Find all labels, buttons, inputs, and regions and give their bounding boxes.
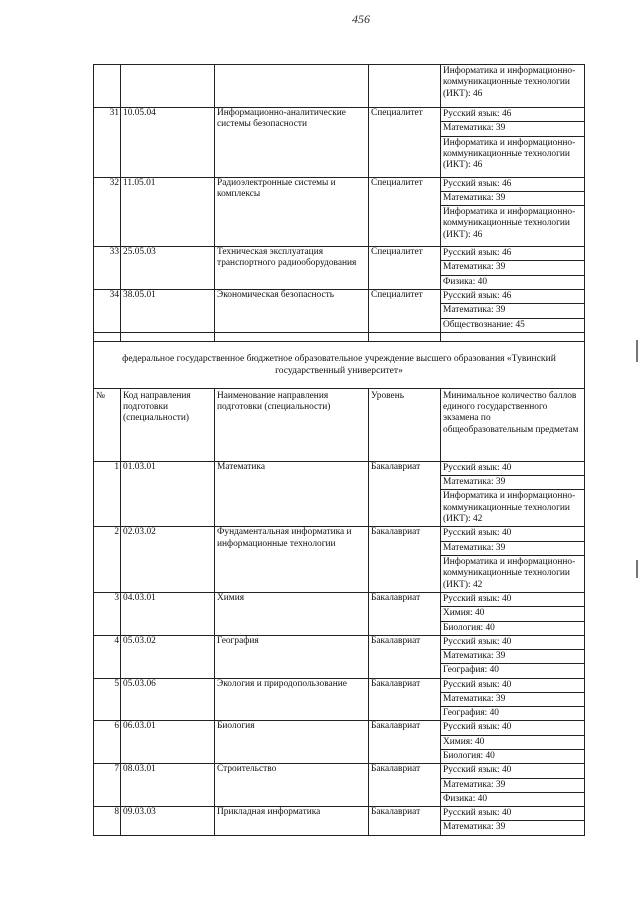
program-code: 02.03.02: [121, 527, 215, 593]
subject-min-score: Биология: 40: [441, 621, 585, 635]
program-code: 01.03.01: [121, 461, 215, 527]
margin-mark: [636, 340, 638, 362]
program-level: Специалитет: [369, 289, 441, 332]
program-name: Химия: [215, 592, 369, 635]
program-name: Информационно-аналитические системы безопасности: [215, 108, 369, 178]
program-code: 11.05.01: [121, 177, 215, 247]
program-level: Бакалавриат: [369, 527, 441, 593]
subject-min-score: Русский язык: 40: [441, 807, 585, 821]
header-code: Код направления подготовки (специальности): [121, 388, 215, 461]
subject-min-score: Русский язык: 40: [441, 764, 585, 778]
subject-min-score: Математика: 39: [441, 191, 585, 205]
spacer-row: [94, 332, 585, 341]
subject-min-score: Математика: 39: [441, 821, 585, 835]
row-number: 4: [94, 635, 121, 678]
subject-min-score: Физика: 40: [441, 275, 585, 289]
section-row: [94, 341, 585, 388]
table-row: [94, 527, 585, 541]
subject-min-score: Химия: 40: [441, 735, 585, 749]
program-level: Специалитет: [369, 177, 441, 247]
header-num: №: [94, 388, 121, 461]
table-row: [94, 635, 585, 649]
table-row: [94, 678, 585, 692]
program-code: 10.05.04: [121, 108, 215, 178]
subject-min-score: Русский язык: 46: [441, 177, 585, 191]
subject-min-score: Биология: 40: [441, 750, 585, 764]
subject-min-score: Русский язык: 46: [441, 247, 585, 261]
program-level: Бакалавриат: [369, 721, 441, 764]
row-number: 31: [94, 108, 121, 178]
program-level: Бакалавриат: [369, 461, 441, 527]
program-name: [215, 65, 369, 108]
row-number: 7: [94, 764, 121, 807]
subject-min-score: Математика: 39: [441, 541, 585, 555]
empty-cell: [215, 332, 369, 341]
program-name: Математика: [215, 461, 369, 527]
row-number: 2: [94, 527, 121, 593]
subject-min-score: Информатика и информационно-коммуникационные технологии (ИКТ): 42: [441, 490, 585, 527]
row-number: 5: [94, 678, 121, 721]
margin-mark: [636, 560, 638, 578]
program-name: Техническая эксплуатация транспортного радиооборудования: [215, 247, 369, 290]
subject-min-score: Математика: 39: [441, 304, 585, 318]
subject-min-score: Математика: 39: [441, 778, 585, 792]
subject-min-score: Обществознание: 45: [441, 318, 585, 332]
header-level: Уровень: [369, 388, 441, 461]
program-name: Экология и природопользование: [215, 678, 369, 721]
subject-min-score: Русский язык: 40: [441, 635, 585, 649]
subject-min-score: Русский язык: 40: [441, 592, 585, 606]
table-row: [94, 65, 585, 108]
subject-min-score: Русский язык: 40: [441, 678, 585, 692]
row-number: 34: [94, 289, 121, 332]
subject-min-score: Русский язык: 46: [441, 289, 585, 303]
subject-min-score: Информатика и информационно-коммуникационные технологии (ИКТ): 46: [441, 206, 585, 247]
subject-min-score: Математика: 39: [441, 650, 585, 664]
program-code: 08.03.01: [121, 764, 215, 807]
empty-cell: [121, 332, 215, 341]
program-code: 05.03.06: [121, 678, 215, 721]
table-header: [94, 388, 585, 461]
row-number: 33: [94, 247, 121, 290]
program-name: Биология: [215, 721, 369, 764]
program-level: Специалитет: [369, 108, 441, 178]
subject-min-score: Русский язык: 40: [441, 461, 585, 475]
program-code: 06.03.01: [121, 721, 215, 764]
row-number: [94, 65, 121, 108]
program-name: География: [215, 635, 369, 678]
program-name: Радиоэлектронные системы и комплексы: [215, 177, 369, 247]
subject-min-score: Математика: 39: [441, 261, 585, 275]
program-level: Бакалавриат: [369, 807, 441, 836]
table-row: [94, 592, 585, 606]
program-level: Бакалавриат: [369, 678, 441, 721]
row-number: 8: [94, 807, 121, 836]
row-number: 1: [94, 461, 121, 527]
table-row: [94, 247, 585, 261]
page-number: 456: [352, 12, 370, 26]
program-name: Прикладная информатика: [215, 807, 369, 836]
empty-cell: [369, 332, 441, 341]
program-code: 09.03.03: [121, 807, 215, 836]
empty-cell: [94, 332, 121, 341]
subject-min-score: Русский язык: 46: [441, 108, 585, 122]
program-code: 04.03.01: [121, 592, 215, 635]
subject-min-score: Информатика и информационно-коммуникационные технологии (ИКТ): 42: [441, 555, 585, 592]
program-name: Строительство: [215, 764, 369, 807]
program-code: 05.03.02: [121, 635, 215, 678]
table-row: [94, 764, 585, 778]
header-min: Минимальное количество баллов единого государственного экзамена по общеобразовательным предметам: [441, 388, 585, 461]
program-name: Фундаментальная информатика и информационные технологии: [215, 527, 369, 593]
program-level: Бакалавриат: [369, 764, 441, 807]
table-row: [94, 108, 585, 122]
row-number: 6: [94, 721, 121, 764]
program-level: [369, 65, 441, 108]
table-row: [94, 461, 585, 475]
header-name: Наименование направления подготовки (специальности): [215, 388, 369, 461]
subject-min-score: Математика: 39: [441, 692, 585, 706]
program-code: 25.05.03: [121, 247, 215, 290]
program-code: 38.05.01: [121, 289, 215, 332]
subject-min-score: География: 40: [441, 707, 585, 721]
table-row: [94, 807, 585, 821]
subject-min-score: Информатика и информационно-коммуникационные технологии (ИКТ): 46: [441, 136, 585, 177]
row-number: 3: [94, 592, 121, 635]
subject-min-score: Химия: 40: [441, 607, 585, 621]
program-code: [121, 65, 215, 108]
subject-min-score: Русский язык: 40: [441, 721, 585, 735]
subject-min-score: Математика: 39: [441, 122, 585, 136]
program-level: Специалитет: [369, 247, 441, 290]
row-number: 32: [94, 177, 121, 247]
subject-min-score: Информатика и информационно-коммуникационные технологии (ИКТ): 46: [441, 65, 585, 108]
table-row: [94, 721, 585, 735]
empty-cell: [441, 332, 585, 341]
program-level: Бакалавриат: [369, 635, 441, 678]
program-name: Экономическая безопасность: [215, 289, 369, 332]
table-row: [94, 177, 585, 191]
subject-min-score: Математика: 39: [441, 476, 585, 490]
subject-min-score: География: 40: [441, 664, 585, 678]
subject-min-score: Физика: 40: [441, 792, 585, 806]
table-row: [94, 289, 585, 303]
program-level: Бакалавриат: [369, 592, 441, 635]
admission-table: [93, 64, 585, 836]
section-title: федеральное государственное бюджетное образовательное учреждение высшего образования «Тувинский государственный университет»: [94, 341, 585, 388]
subject-min-score: Русский язык: 40: [441, 527, 585, 541]
